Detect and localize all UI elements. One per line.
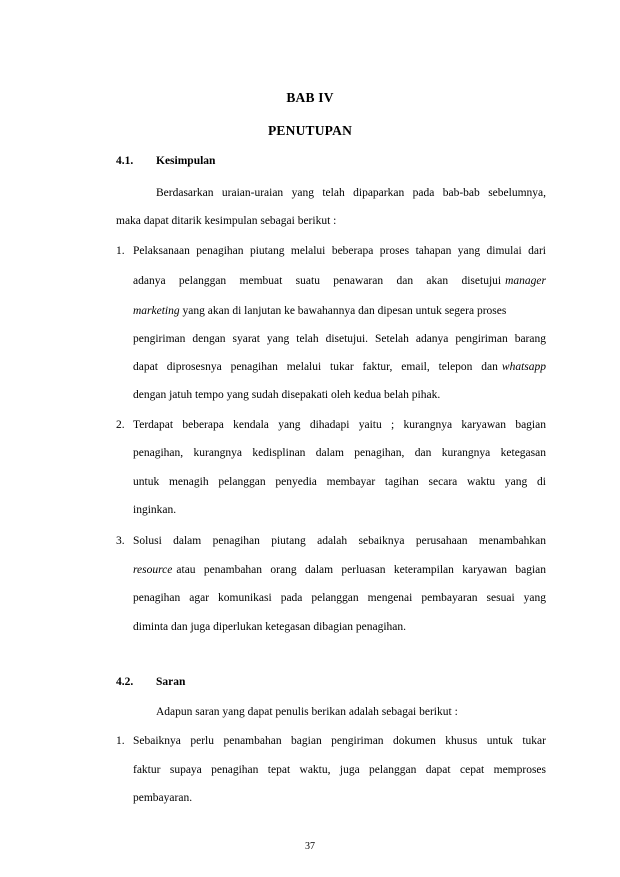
section-title: Kesimpulan — [156, 155, 216, 167]
list-item-line: diminta dan juga diperlukan ketegasan dibagian penagihan. — [133, 621, 407, 633]
chapter-title: PENUTUPAN — [267, 123, 353, 138]
italic-term: marketing — [133, 305, 180, 317]
list-item-line: Pelaksanaan penagihan piutang melalui beberapa proses tahapan yang dimulai dari — [133, 245, 546, 257]
list-number: 2. — [116, 419, 125, 431]
list-item-line — [133, 360, 546, 374]
list-number: 3. — [116, 535, 125, 547]
list-item-line: Sebaiknya perlu penambahan bagian pengiriman dokumen khusus untuk tukar — [133, 735, 546, 747]
list-number: 1. — [116, 245, 125, 257]
text-run: dapat diprosesnya penagihan melalui tukar faktur, email, telepon dan — [133, 361, 498, 373]
text-run: yang akan di lanjutan ke bawahannya dan dipesan untuk segera proses — [182, 305, 507, 317]
list-item-line: inginkan. — [133, 504, 177, 516]
paragraph-line: Berdasarkan uraian-uraian yang telah dipaparkan pada bab-bab sebelumnya, — [156, 187, 546, 199]
text-run: atau penambahan orang dalam perluasan keterampilan karyawan bagian — [176, 564, 546, 576]
list-item-line — [133, 274, 546, 288]
list-item-line: faktur supaya penagihan tepat waktu, juga pelanggan dapat cepat memproses — [133, 764, 546, 776]
list-item-line: Terdapat beberapa kendala yang dihadapi yaitu ; kurangnya karyawan bagian — [133, 419, 546, 431]
list-item-line: pengiriman dengan syarat yang telah disetujui. Setelah adanya pengiriman barang — [133, 333, 546, 345]
list-item-line: Solusi dalam penagihan piutang adalah sebaiknya perusahaan menambahkan — [133, 535, 546, 547]
page-number: 37 — [305, 841, 315, 852]
italic-term: resource — [133, 564, 173, 576]
list-number: 1. — [116, 735, 125, 747]
list-item-line — [133, 563, 546, 577]
list-item-line: penagihan, kurangnya kedisplinan dalam penagihan, dan kurangnya ketegasan — [133, 447, 546, 459]
list-item-line: pembayaran. — [133, 792, 193, 804]
section-title: Saran — [156, 676, 186, 688]
list-item-line: dengan jatuh tempo yang sudah disepakati oleh kedua belah pihak. — [133, 389, 441, 401]
paragraph-line: maka dapat ditarik kesimpulan sebagai berikut : — [116, 215, 337, 227]
list-item-line: untuk menagih pelanggan penyedia membayar tagihan secara waktu yang di — [133, 476, 546, 488]
section-number: 4.2. — [116, 676, 134, 688]
list-item-line: penagihan agar komunikasi pada pelanggan mengenai pembayaran sesuai yang — [133, 592, 546, 604]
italic-term: manager — [505, 275, 546, 287]
italic-term: whatsapp — [501, 361, 546, 373]
chapter-label: BAB IV — [286, 90, 334, 105]
paragraph-line: Adapun saran yang dapat penulis berikan adalah sebagai berikut : — [156, 706, 458, 718]
text-run: adanya pelanggan membuat suatu penawaran dan akan disetujui — [133, 275, 502, 287]
list-item-line — [133, 304, 546, 318]
section-number: 4.1. — [116, 155, 134, 167]
